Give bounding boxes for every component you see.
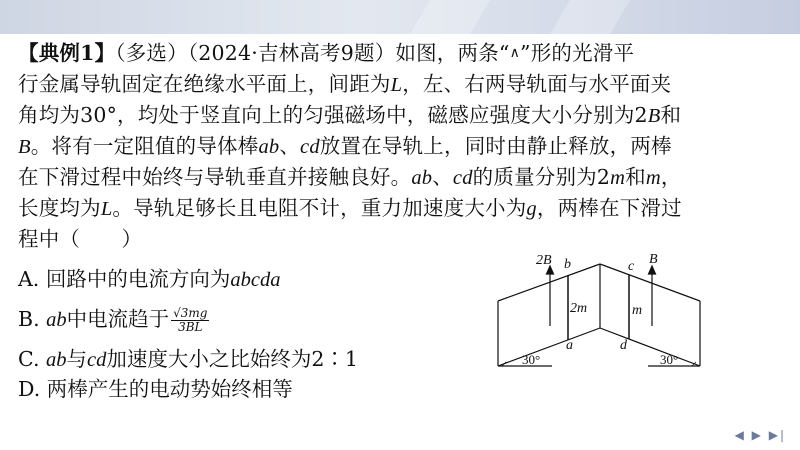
option-text: D. 两棒产生的电动势始终相等 bbox=[18, 377, 293, 401]
question-text-segment: 、 bbox=[432, 165, 453, 189]
header-band bbox=[0, 0, 800, 34]
question-text-segment: （多选）（2024·吉林高考9题）如图，两条“ bbox=[115, 41, 510, 65]
variable: L bbox=[100, 198, 113, 220]
option-text: 加速度大小之比始终为2∶1 bbox=[106, 347, 358, 371]
angle-right: 30° bbox=[660, 352, 679, 367]
option-b[interactable] bbox=[18, 302, 209, 334]
field-label-right: B bbox=[649, 252, 658, 267]
label-c: c bbox=[628, 259, 635, 274]
question-text-segment: 、 bbox=[279, 134, 301, 158]
question-line-1 bbox=[18, 38, 788, 69]
question-text-segment: 。将有一定阻值的导体棒 bbox=[30, 134, 259, 158]
rail-diagram bbox=[492, 246, 706, 372]
variable: B bbox=[18, 136, 31, 158]
variable: B bbox=[647, 105, 661, 127]
label-d: d bbox=[620, 338, 627, 353]
question-text-segment: 和 bbox=[660, 103, 682, 127]
question-line-2 bbox=[18, 69, 788, 100]
variable: cd bbox=[452, 167, 473, 189]
fraction-numerator: √3mg bbox=[173, 306, 208, 320]
option-a[interactable] bbox=[18, 262, 280, 292]
label-b: b bbox=[564, 257, 571, 272]
left-rail-bottom bbox=[498, 328, 600, 366]
field-label-left: 2B bbox=[536, 253, 552, 268]
mass-right: m bbox=[632, 303, 643, 318]
next-icon[interactable]: ▶ bbox=[751, 428, 763, 442]
variable: m bbox=[645, 167, 661, 189]
question-text-segment: 的质量分别为2 bbox=[472, 165, 611, 189]
variable: ab bbox=[46, 349, 67, 371]
question-line-5 bbox=[18, 162, 788, 193]
header-stripe bbox=[550, 0, 630, 34]
question-line-6 bbox=[18, 193, 788, 224]
mass-left: 2m bbox=[570, 301, 588, 316]
variable: abcda bbox=[230, 269, 281, 291]
option-text: A. 回路中的电流方向为 bbox=[18, 267, 231, 291]
option-text: 与 bbox=[66, 347, 87, 371]
last-icon[interactable]: ▶| bbox=[768, 428, 786, 442]
fraction bbox=[171, 307, 209, 334]
question-text-segment: 行金属导轨固定在绝缘水平面上，间距为 bbox=[18, 72, 391, 96]
question-text-segment: ， bbox=[660, 165, 682, 189]
option-c[interactable] bbox=[18, 342, 358, 372]
question-text-segment: ，左、右两导轨面与水平面夹 bbox=[402, 72, 672, 96]
variable: cd bbox=[87, 349, 107, 371]
fraction-denominator: 3BL bbox=[178, 320, 203, 334]
variable: cd bbox=[300, 136, 320, 158]
option-text: 中电流趋于 bbox=[66, 307, 170, 331]
question-text-segment: ∧ bbox=[509, 45, 521, 61]
question-line-3 bbox=[18, 100, 788, 131]
variable: ab bbox=[46, 309, 67, 331]
question-text-segment: 和 bbox=[625, 165, 646, 189]
label-a: a bbox=[566, 338, 573, 353]
angle-left: 30° bbox=[522, 352, 541, 367]
question-text-segment: ”形的光滑平 bbox=[520, 41, 635, 65]
header-stripe bbox=[410, 0, 490, 34]
right-rail-bottom bbox=[600, 328, 700, 366]
question-line-4 bbox=[18, 131, 788, 162]
option-d[interactable] bbox=[18, 372, 293, 402]
variable: ab bbox=[258, 136, 280, 158]
variable: L bbox=[390, 74, 403, 96]
option-text: C. bbox=[18, 347, 46, 371]
field-arrowhead-right bbox=[649, 266, 656, 274]
variable: g bbox=[526, 198, 537, 220]
question-text-segment: 角均为30°，均处于竖直向上的匀强磁场中，磁感应强度大小分别为2 bbox=[18, 103, 648, 127]
question-text bbox=[18, 38, 788, 255]
question-text-segment: 放置在导轨上，同时由静止释放，两棒 bbox=[319, 134, 672, 158]
question-text-segment: 程中（ ） bbox=[18, 227, 143, 251]
prev-icon[interactable]: ◀ bbox=[734, 428, 746, 442]
slide-nav bbox=[735, 428, 786, 442]
variable: m bbox=[610, 167, 626, 189]
question-text-segment: 长度均为 bbox=[18, 196, 101, 220]
question-text-segment: 。导轨足够长且电阻不计，重力加速度大小为 bbox=[112, 196, 527, 220]
question-text-segment: 在下滑过程中始终与导轨垂直并接触良好。 bbox=[18, 165, 412, 189]
option-text: B. bbox=[18, 307, 47, 331]
question-text-segment: ，两棒在下滑过 bbox=[536, 196, 682, 220]
example-label: 【典例1】 bbox=[18, 41, 116, 65]
variable: ab bbox=[411, 167, 433, 189]
